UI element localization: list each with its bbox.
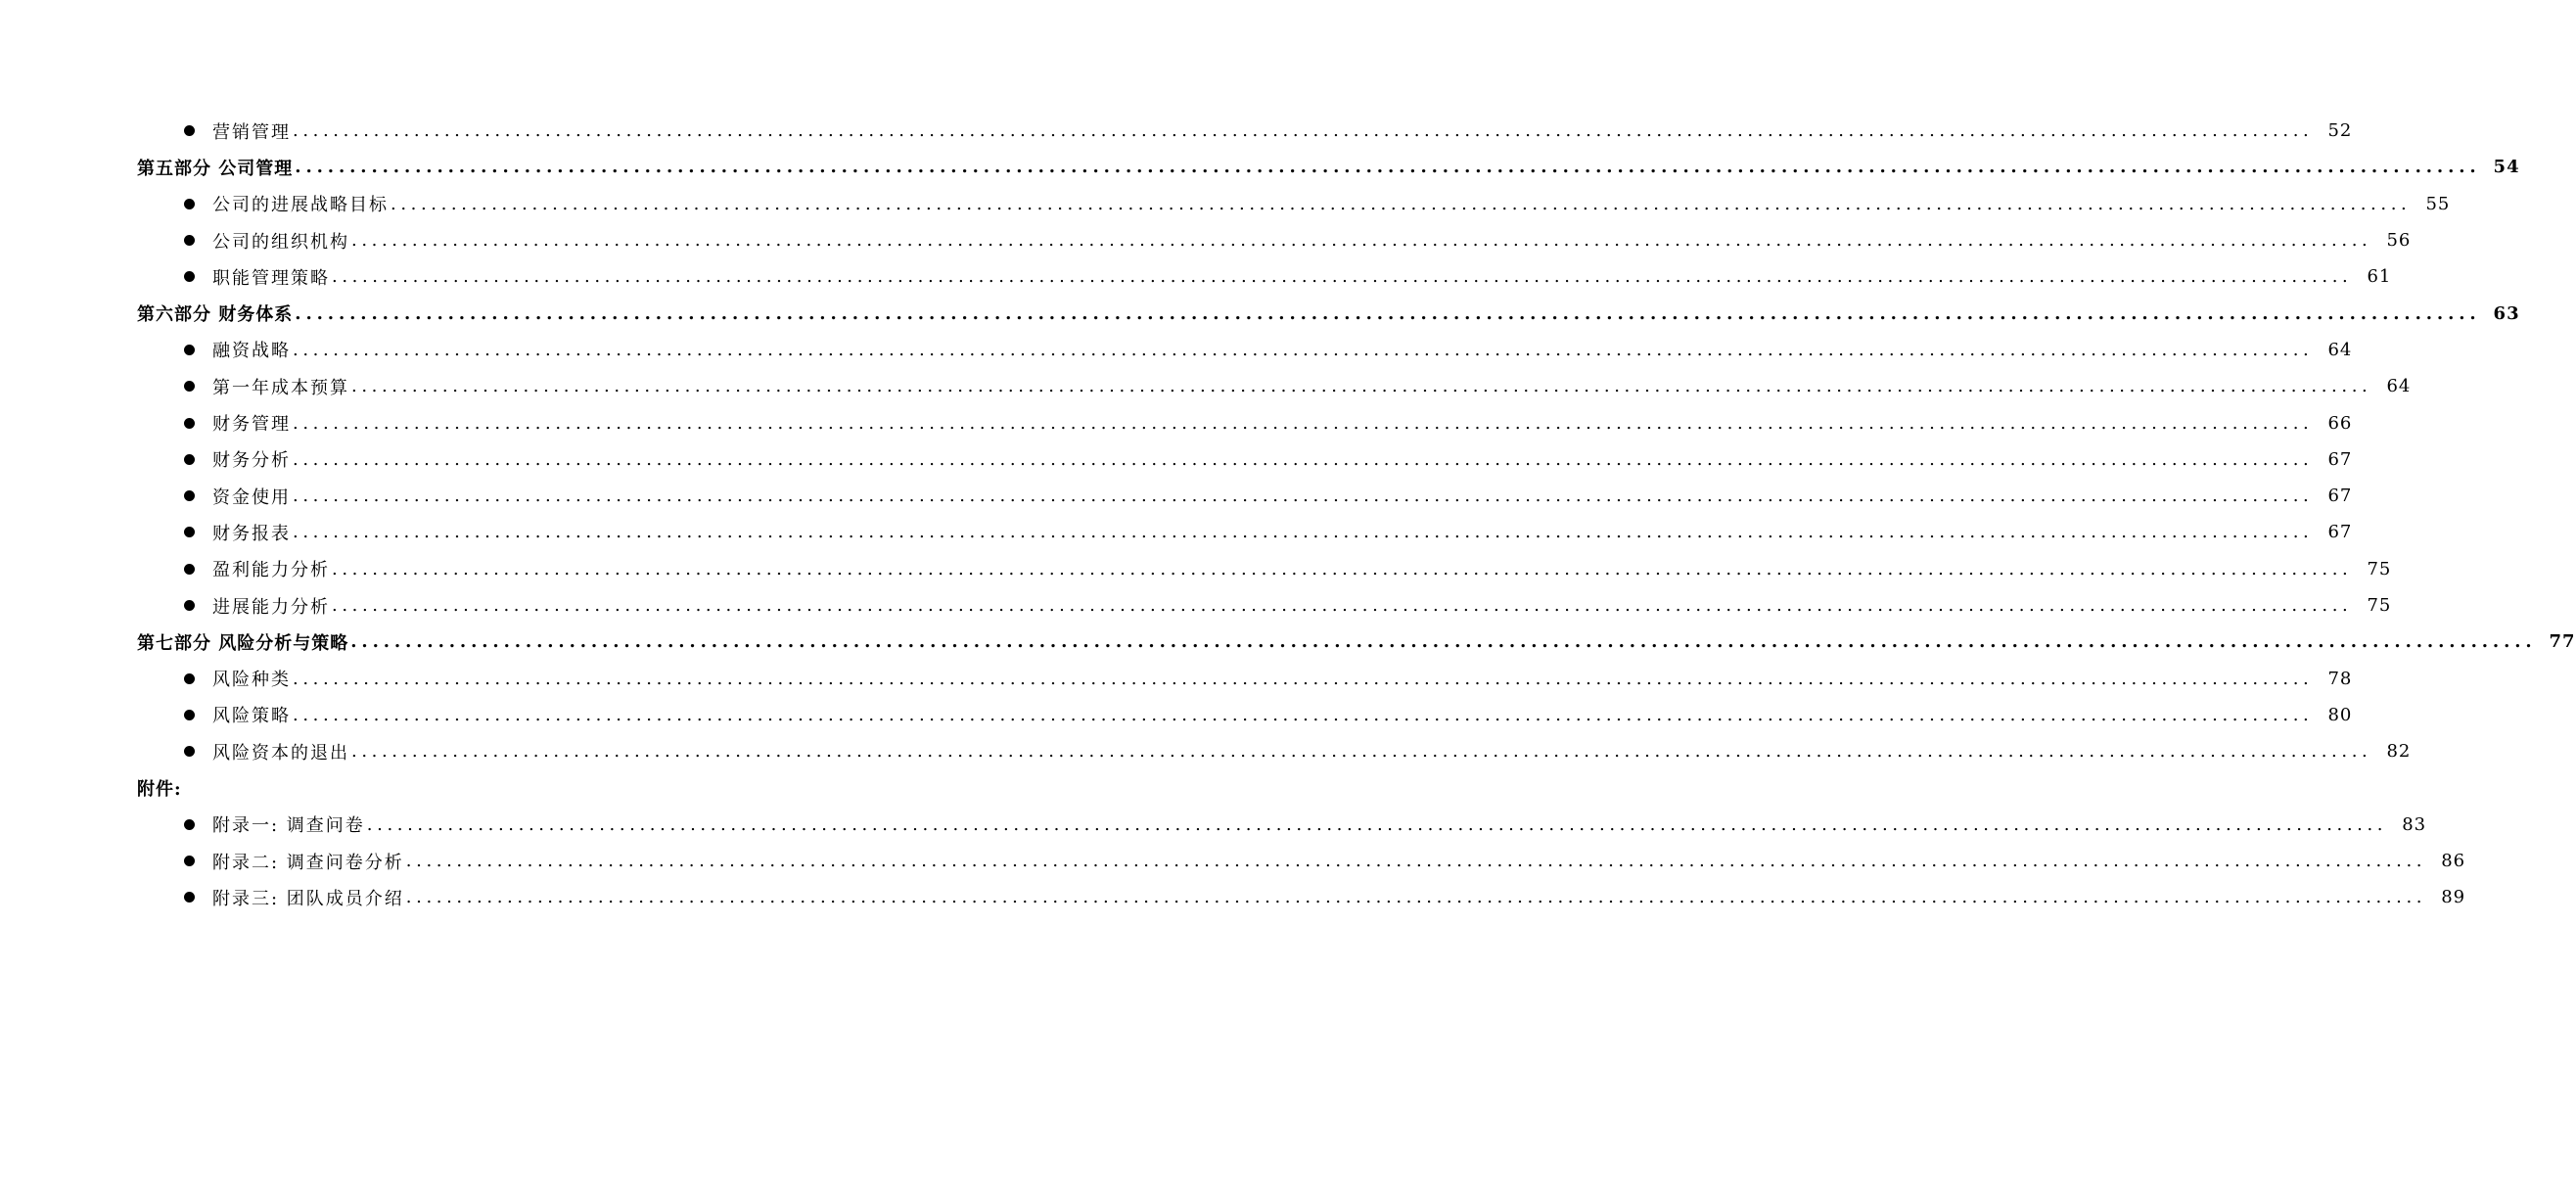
toc-heading [0,769,930,806]
dot-leader: ........................................................................................................................................................................................................ [351,230,2372,252]
toc-page-number: 64 [2327,339,2353,360]
toc-page-number: 75 [2367,558,2392,579]
toc-page-number: 52 [2327,120,2353,142]
toc-item-entry[interactable] [0,733,2412,769]
toc-item-entry[interactable] [0,478,2353,514]
dot-leader: ........................................................................................................................................................................................................ [332,266,2353,288]
dot-leader: ........................................................................................................................................................................................................ [295,157,2481,178]
dot-leader: ........................................................................................................................................................................................................ [351,741,2372,763]
toc-section-entry[interactable] [0,624,2576,660]
dot-leader: ........................................................................................................................................................................................................ [332,558,2353,579]
toc-item-entry[interactable] [0,514,2353,550]
toc-section-entry[interactable] [0,149,2520,185]
toc-page-number: 64 [2386,376,2412,397]
toc-item-entry[interactable] [0,807,2427,843]
toc-page-number: 82 [2386,741,2412,763]
toc-page-number: 80 [2327,704,2353,725]
toc-entry-label: 资金使用 [212,486,291,508]
toc-entry-label: 进展能力分析 [212,596,330,618]
dot-leader: ........................................................................................................................................................................................................ [293,704,2314,725]
bullet-icon [184,418,195,429]
dot-leader: ........................................................................................................................................................................................................ [295,302,2481,324]
bullet-icon [184,125,195,136]
bullet-icon [184,564,195,575]
toc-page-number: 89 [2441,887,2466,908]
toc-item-entry[interactable] [0,332,2353,368]
table-of-contents [0,113,2576,916]
toc-page-number: 75 [2367,595,2392,616]
toc-item-entry[interactable] [0,222,2412,258]
toc-page-number: 67 [2327,522,2353,543]
bullet-icon [184,454,195,465]
toc-item-entry[interactable] [0,843,2466,879]
bullet-icon [184,271,195,282]
bullet-icon [184,490,195,501]
toc-item-entry[interactable] [0,879,2466,915]
dot-leader: ........................................................................................................................................................................................................ [293,120,2314,142]
dot-leader: ........................................................................................................................................................................................................ [293,486,2314,507]
toc-entry-label: 融资战略 [212,341,291,362]
bullet-icon [184,381,195,392]
dot-leader: ........................................................................................................................................................................................................ [293,668,2314,689]
toc-entry-label: 财务管理 [212,414,291,436]
toc-page-number: 66 [2327,412,2353,434]
dot-leader: ........................................................................................................................................................................................................ [293,448,2314,470]
toc-item-entry[interactable] [0,587,2392,624]
dot-leader: ........................................................................................................................................................................................................ [405,851,2427,872]
toc-item-entry[interactable] [0,368,2412,404]
toc-section-entry[interactable] [0,295,2520,331]
toc-page-number: 61 [2367,266,2392,288]
toc-item-entry[interactable] [0,441,2353,478]
toc-entry-label: 公司的进展战略目标 [212,195,389,216]
toc-entry-label: 第七部分 风险分析与策略 [137,632,349,654]
toc-page-number: 67 [2327,486,2353,507]
toc-entry-label: 第五部分 公司管理 [137,158,294,179]
dot-leader: ........................................................................................................................................................................................................ [351,376,2372,397]
bullet-icon [184,235,195,246]
toc-entry-label: 风险策略 [212,706,291,727]
dot-leader: ........................................................................................................................................................................................................ [350,631,2537,653]
toc-entry-label: 附件: [137,778,182,800]
toc-page-number: 63 [2493,302,2520,324]
bullet-icon [184,600,195,611]
dot-leader: ........................................................................................................................................................................................................ [293,339,2314,360]
toc-entry-label: 盈利能力分析 [212,560,330,581]
bullet-icon [184,527,195,537]
toc-page-number: 56 [2386,230,2412,252]
toc-page-number: 55 [2425,193,2451,214]
toc-entry-label: 财务报表 [212,523,291,544]
dot-leader: ........................................................................................................................................................................................................ [366,813,2388,835]
toc-entry-label: 第六部分 财务体系 [137,304,294,326]
toc-item-entry[interactable] [0,113,2353,149]
bullet-icon [184,673,195,684]
toc-entry-label: 第一年成本预算 [212,377,349,398]
bullet-icon [184,892,195,903]
toc-item-entry[interactable] [0,551,2392,587]
toc-page-number: 54 [2493,157,2520,178]
bullet-icon [184,199,195,209]
bullet-icon [184,856,195,866]
toc-entry-label: 附录三: 团队成员介绍 [212,888,404,909]
toc-page-number: 77 [2549,631,2576,653]
dot-leader: ........................................................................................................................................................................................................ [293,412,2314,434]
toc-item-entry[interactable] [0,660,2353,696]
toc-entry-label: 职能管理策略 [212,267,330,289]
dot-leader: ........................................................................................................................................................................................................ [391,193,2412,214]
bullet-icon [184,710,195,720]
toc-item-entry[interactable] [0,258,2392,295]
toc-entry-label: 营销管理 [212,121,291,143]
toc-entry-label: 风险资本的退出 [212,742,349,764]
toc-entry-label: 公司的组织机构 [212,231,349,253]
dot-leader: ........................................................................................................................................................................................................ [332,595,2353,616]
bullet-icon [184,819,195,830]
toc-entry-label: 附录二: 调查问卷分析 [212,852,404,873]
toc-entry-label: 财务分析 [212,450,291,472]
toc-page-number: 83 [2402,813,2427,835]
toc-item-entry[interactable] [0,697,2353,733]
toc-entry-label: 附录一: 调查问卷 [212,815,365,837]
dot-leader: ........................................................................................................................................................................................................ [293,522,2314,543]
toc-page-number: 86 [2441,851,2466,872]
bullet-icon [184,345,195,355]
bullet-icon [184,746,195,757]
toc-item-entry[interactable] [0,404,2353,440]
toc-page-number: 78 [2327,668,2353,689]
toc-page-number: 67 [2327,448,2353,470]
toc-item-entry[interactable] [0,186,2451,222]
dot-leader: ........................................................................................................................................................................................................ [405,887,2427,908]
toc-entry-label: 风险种类 [212,670,291,691]
